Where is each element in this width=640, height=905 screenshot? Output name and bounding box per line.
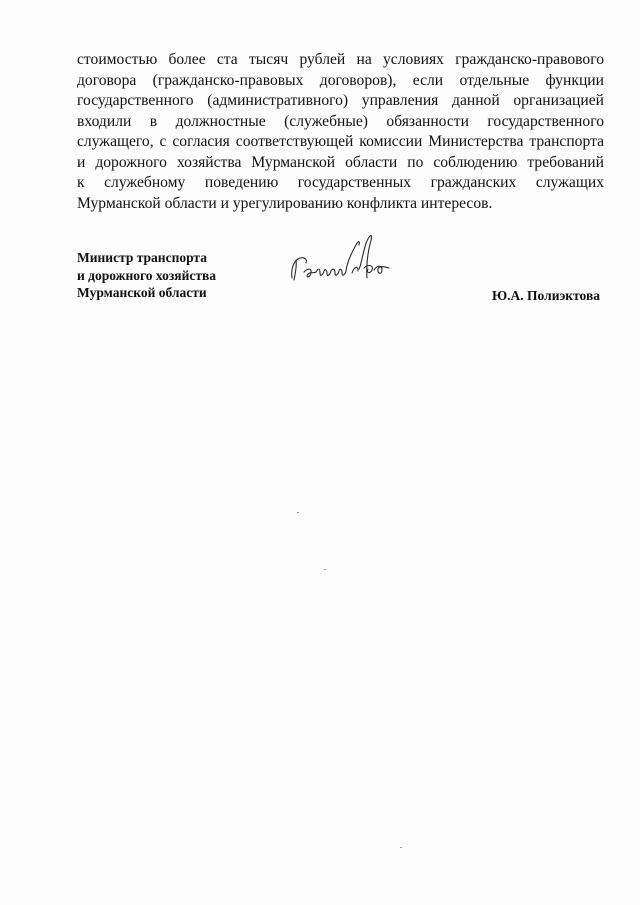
paragraph-line: служащего, с согласия соответствующей комиссии Министерства транспорта: [77, 133, 604, 150]
signatory-title-line: и дорожного хозяйства: [77, 267, 217, 283]
paragraph-line: Мурманской области и урегулированию конфликта интересов.: [77, 194, 493, 212]
signatory-title: [77, 249, 216, 302]
scan-speck: [400, 847, 402, 848]
scan-speck: [297, 512, 299, 513]
paragraph-line: и дорожного хозяйства Мурманской области по соблюдению требований: [77, 153, 604, 171]
signatory-title-line: Министр транспорта: [77, 250, 207, 265]
paragraph-line: стоимостью более ста тысяч рублей на условиях гражданско-правового: [77, 51, 604, 68]
paragraph-line: договора (гражданско-правовых договоров), если отдельные функции: [77, 71, 604, 89]
paragraph-line: государственного (административного) управления данной организацией: [77, 92, 604, 109]
signatory-name: Ю.А. Полиэктова: [491, 288, 600, 303]
scan-speck: [324, 569, 326, 570]
signatory-title-line: Мурманской области: [77, 285, 207, 300]
body-paragraph: [77, 50, 604, 214]
paragraph-line: входили в должностные (служебные) обязанности государственного: [77, 112, 604, 130]
paragraph-line: к служебному поведению государственных гражданских служащих: [77, 174, 604, 191]
handwritten-signature: [286, 232, 398, 290]
